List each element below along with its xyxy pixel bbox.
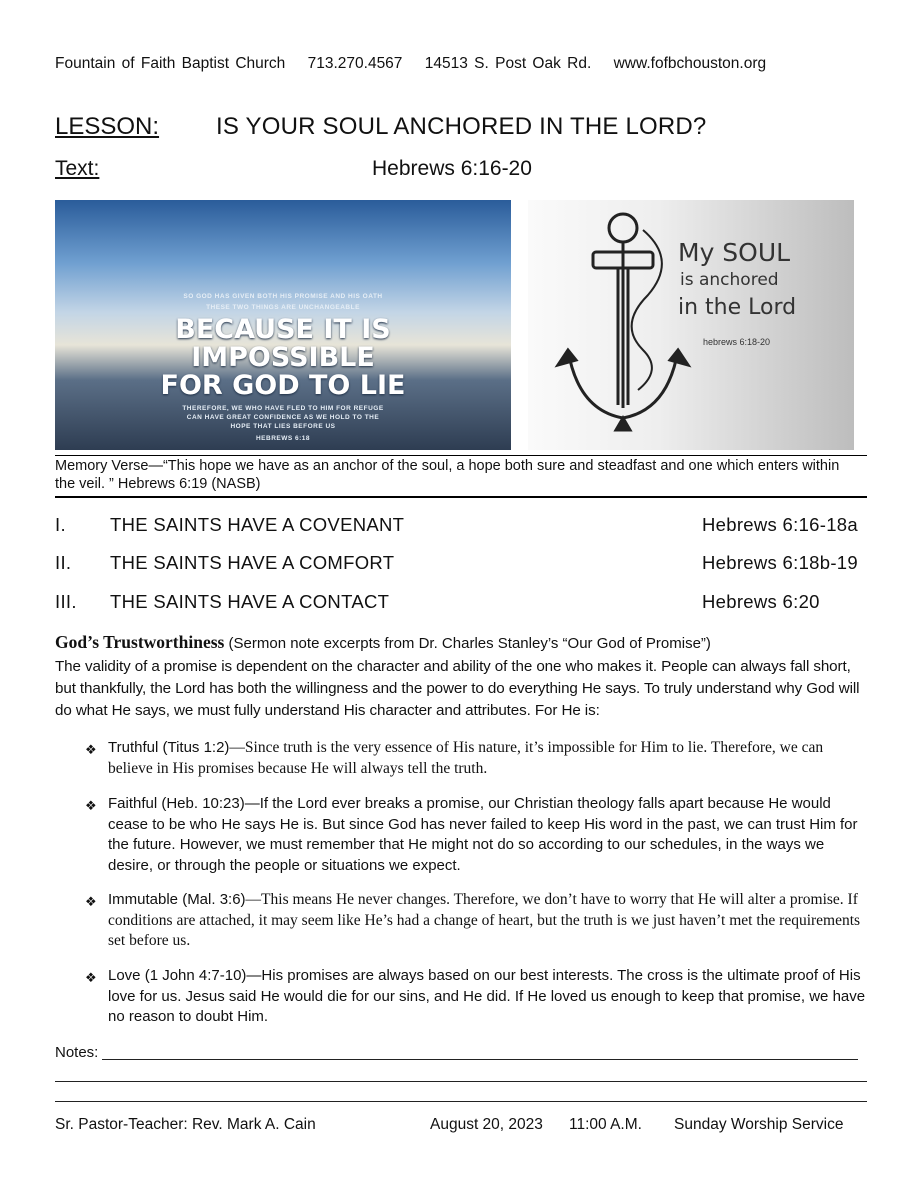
list-item [108,966,868,1028]
text-label: Text: [55,157,100,180]
anchor-text-line: My SOUL [678,238,791,267]
church-name: Fountain of Faith Baptist Church [55,55,286,72]
anchor-image [528,200,854,450]
footer-date: August 20, 2023 [430,1116,543,1133]
notes-line [55,1081,867,1082]
footer-time: 11:00 A.M. [569,1116,642,1133]
image-caption-line: THEREFORE, WE WHO HAVE FLED TO HIM FOR REFUGE [182,405,384,412]
list-item [108,794,868,876]
point-number: I. [55,514,66,535]
image-headline: BECAUSE IT IS [175,314,391,345]
diamond-bullet-icon: ❖ [85,742,97,757]
diamond-bullet-icon: ❖ [85,970,97,985]
footer-pastor: Sr. Pastor-Teacher: Rev. Mark A. Cain [55,1116,316,1133]
diamond-bullet-icon: ❖ [85,798,97,813]
image-caption-line: SO GOD HAS GIVEN BOTH HIS PROMISE AND HIS OATH [183,293,383,300]
point-text: THE SAINTS HAVE A COVENANT [110,514,405,535]
point-number: II. [55,552,72,573]
notes-line [55,1101,867,1102]
point-reference: Hebrews 6:18b-19 [702,552,858,573]
divider [55,455,867,456]
anchor-text-ref: hebrews 6:18-20 [703,337,771,347]
lesson-title: IS YOUR SOUL ANCHORED IN THE LORD? [216,113,707,140]
lesson-label: LESSON: [55,113,160,140]
text-reference: Hebrews 6:16-20 [372,157,532,180]
list-item [108,738,868,779]
section-heading [55,632,711,653]
anchor-text-line: in the Lord [678,295,797,320]
church-website: www.fofbchouston.org [613,55,767,72]
image-headline: IMPOSSIBLE [191,342,375,373]
section-paragraph: The validity of a promise is dependent on the character and ability of the one who makes it. People can always fall short, but thankfully, the Lord has both the willingness and the power to do everything He says. To truly understand why God will do what He says, we must fully understand His character and attributes. For He is: [55,658,860,719]
point-text: THE SAINTS HAVE A CONTACT [110,591,390,612]
image-caption-line: THESE TWO THINGS ARE UNCHANGEABLE [206,304,360,311]
church-phone: 713.270.4567 [307,55,403,72]
bullet-name: Immutable (Mal. 3:6) [108,891,246,908]
image-caption-ref: HEBREWS 6:18 [255,435,311,442]
point-number: III. [55,591,77,612]
list-item [108,890,868,952]
bullet-name: Love (1 John 4:7-10) [108,967,247,984]
bullet-text: —If the Lord ever breaks a promise, our Christian theology falls apart because He would cease to be who He says He is. But since God has never failed to keep His word in the past, we can trust Him for the future. However, we must remember that He might not do so according to our schedules, in the ways we desire, or through the people or situations we expect. [108,795,858,874]
anchor-icon [548,200,698,450]
notes-line [102,1059,858,1060]
image-caption-line: HOPE THAT LIES BEFORE US [230,423,336,430]
point-reference: Hebrews 6:16-18a [702,514,858,535]
image-headline: FOR GOD TO LIE [160,370,406,401]
church-header [55,55,782,73]
diamond-bullet-icon: ❖ [85,894,97,909]
bullet-name: Truthful (Titus 1:2) [108,739,230,756]
memory-verse: Memory Verse—“This hope we have as an anchor of the soul, a hope both sure and steadfast and one which enters within the veil. ” Hebrews 6:19 (NASB) [55,458,840,492]
footer-service: Sunday Worship Service [674,1116,844,1133]
bullet-text: —His promises are always based on our best interests. The cross is the ultimate proof of His love for us. Jesus said He would die for our sins, and He did. If He loved us enough to keep that promise, we have no reason to doubt Him. [108,967,866,1025]
point-text: THE SAINTS HAVE A COMFORT [110,552,395,573]
divider [55,496,867,498]
image-caption-line: CAN HAVE GREAT CONFIDENCE AS WE HOLD TO THE [186,414,380,421]
church-address: 14513 S. Post Oak Rd. [424,55,592,72]
notes-label: Notes: [55,1044,99,1061]
anchor-text-line: is anchored [680,270,779,290]
section-subtitle: (Sermon note excerpts from Dr. Charles Stanley’s “Our God of Promise”) [224,635,711,652]
section-title: God’s Trustworthiness [55,632,225,652]
bullet-text: —This means He never changes. Therefore, we don’t have to worry that He will alter a promise. If conditions are attached, it may seem like He’s had a change of heart, but the truth is we just haven’t met the requirements set before us. [108,891,861,949]
point-reference: Hebrews 6:20 [702,591,820,612]
bullet-name: Faithful (Heb. 10:23) [108,795,245,812]
bullet-text: —Since truth is the very essence of His nature, it’s impossible for Him to lie. Therefore, we can believe in His promises because He will always tell the truth. [108,739,824,777]
sky-verse-image [55,200,511,450]
